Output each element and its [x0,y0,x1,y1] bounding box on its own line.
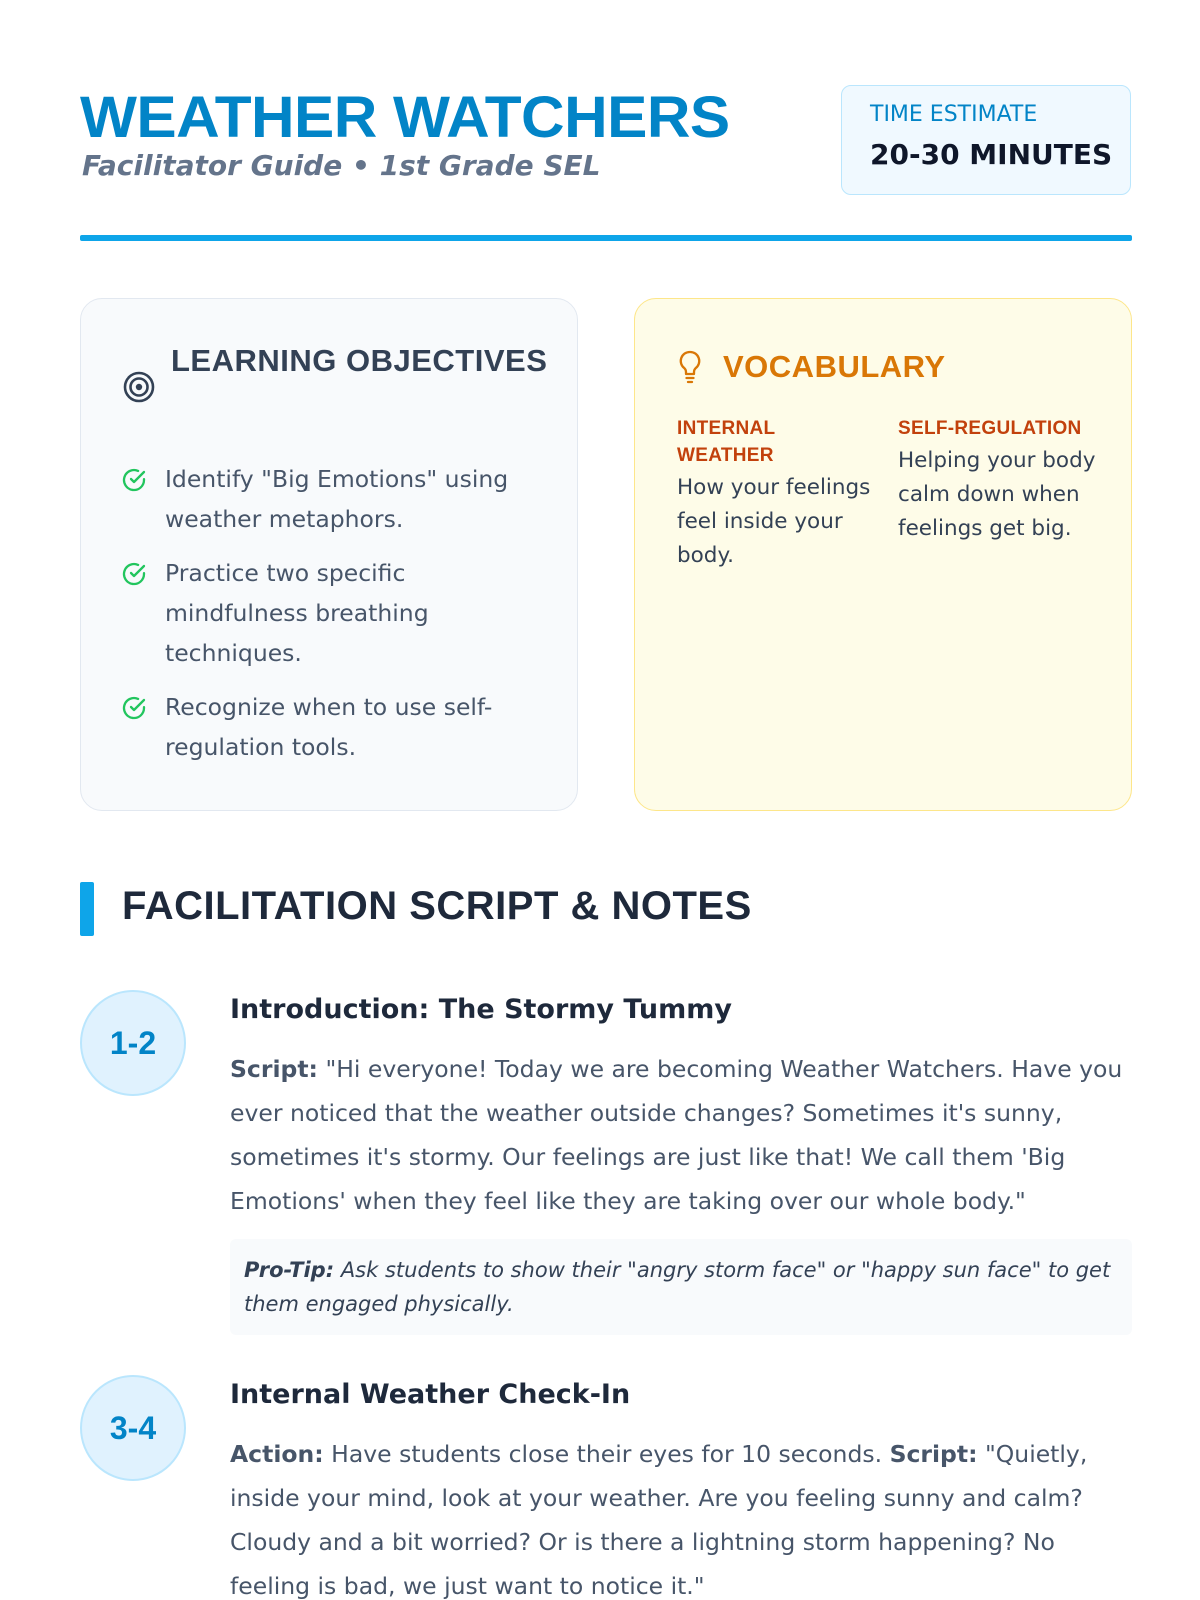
action-text: Have students close their eyes for 10 seconds. [331,1440,883,1468]
vocab-entry [677,415,877,573]
step-body [230,990,1132,1335]
step-script [230,1432,1132,1600]
time-estimate-box [841,85,1131,195]
vocab-definition: How your feelings feel inside your body. [677,475,871,568]
check-circle-icon [121,467,147,493]
step-body [230,1375,1132,1600]
objective-text: Practice two specific mindfulness breathing techniques. [165,559,429,667]
script-text: "Hi everyone! Today we are becoming Weather Watchers. Have you ever noticed that the weather outside changes? Sometimes it's sunny, sometimes it's stormy. Our feelings are just like that! We call them 'Big Emotions' when they feel like they are taking over our whole body." [230,1055,1123,1215]
section-title: FACILITATION SCRIPT & NOTES [122,884,752,928]
step-time-badge: 1-2 [80,990,186,1096]
pro-tip-text: Ask students to show their "angry storm face" or "happy sun face" to get them engaged physically. [244,1258,1111,1316]
action-label: Action: [230,1440,324,1468]
time-estimate-label: TIME ESTIMATE [870,102,1038,127]
page-title: WEATHER WATCHERS [80,85,730,150]
vocabulary-title: VOCABULARY [723,349,946,384]
section-accent-bar [80,882,94,936]
objective-item [121,687,551,767]
lightbulb-icon [677,349,703,385]
check-circle-icon [121,695,147,721]
step-time-badge: 3-4 [80,1375,186,1481]
vocab-definition: Helping your body calm down when feelings get big. [898,448,1096,541]
vocab-term: SELF-REGULATION [898,418,1082,439]
header-divider [80,235,1132,241]
script-label: Script: [230,1055,318,1083]
page-subtitle: Facilitator Guide • 1st Grade SEL [82,149,601,182]
objectives-list [121,459,551,781]
objective-item [121,459,551,539]
script-text: "Quietly, inside your mind, look at your weather. Are you feeling sunny and calm? Cloudy and a bit worried? Or is there a lightning storm happening? No feeling is bad, we just want to notice it." [230,1440,1088,1600]
time-estimate-value: 20-30 MINUTES [870,138,1113,171]
script-label: Script: [889,1440,978,1468]
vocab-term: INTERNAL WEATHER [677,418,776,466]
step-script [230,1047,1132,1223]
check-circle-icon [121,561,147,587]
objective-item [121,553,551,673]
pro-tip-label: Pro-Tip: [244,1258,335,1282]
vocabulary-card [634,298,1132,811]
pro-tip-box [230,1239,1132,1335]
vocab-entry [898,415,1108,546]
target-icon [123,371,155,403]
step-title: Internal Weather Check-In [230,1379,631,1410]
learning-objectives-card [80,298,578,811]
step-title: Introduction: The Stormy Tummy [230,994,732,1025]
objectives-title: LEARNING OBJECTIVES [171,343,548,378]
objective-text: Identify "Big Emotions" using weather metaphors. [165,465,509,533]
objective-text: Recognize when to use self-regulation tools. [165,693,493,761]
vocabulary-header [677,347,946,387]
